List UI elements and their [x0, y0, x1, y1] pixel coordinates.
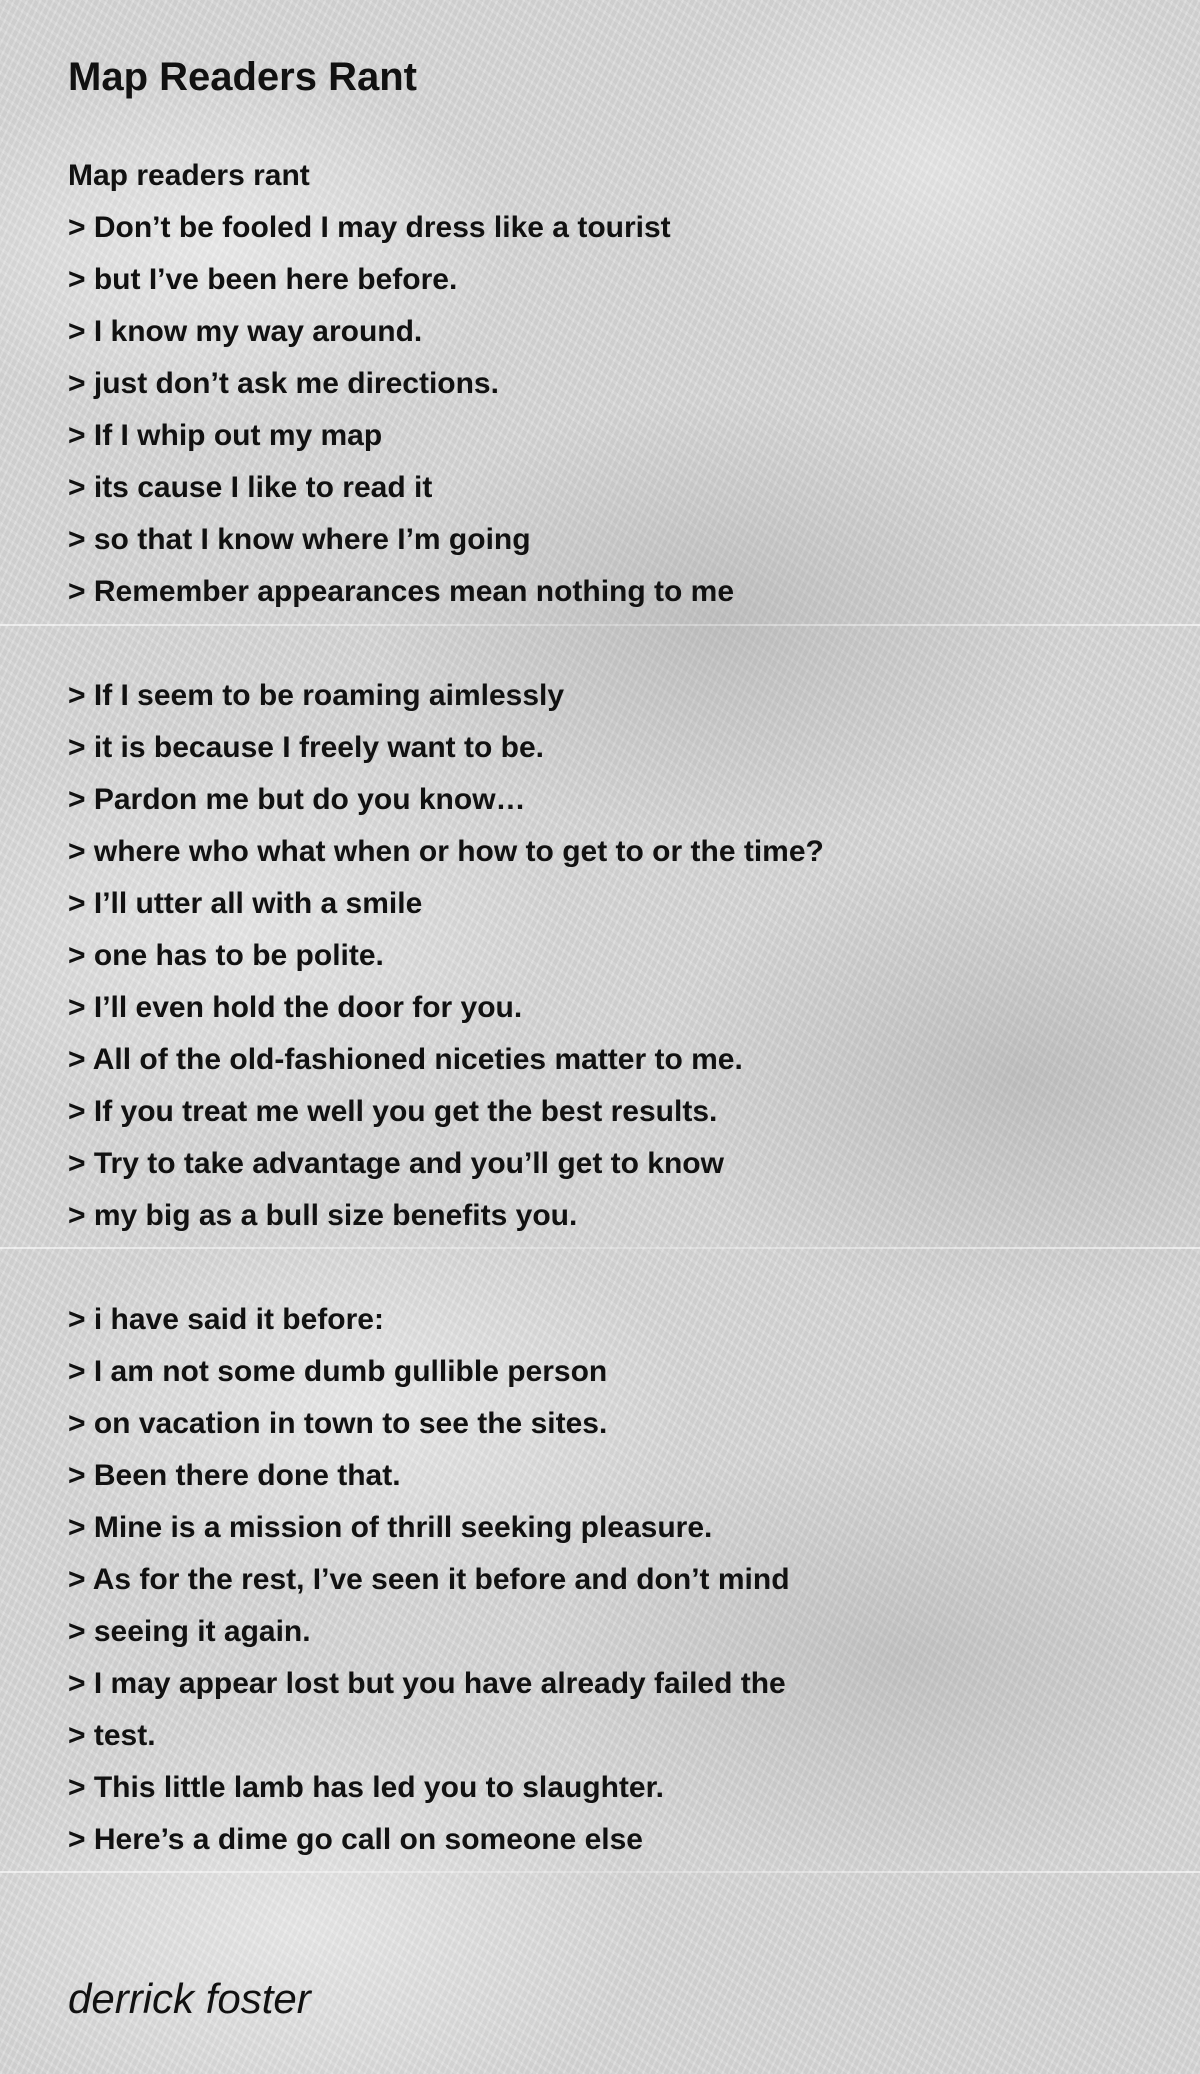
poem-line: > This little lamb has led you to slaughter. — [68, 1771, 664, 1804]
poem-line: > it is because I freely want to be. — [68, 731, 545, 764]
poem-line: > Here’s a dime go call on someone else — [68, 1823, 643, 1856]
poem-line: > Mine is a mission of thrill seeking pleasure. — [68, 1511, 713, 1544]
poem-line: > Don’t be fooled I may dress like a tourist — [68, 211, 671, 244]
poem-stanza — [68, 670, 1148, 1242]
poem-line: > Try to take advantage and you’ll get to know — [68, 1147, 724, 1180]
poem-line: > so that I know where I’m going — [68, 523, 531, 556]
poem-line: > i have said it before: — [68, 1303, 384, 1336]
poem-line: > If I seem to be roaming aimlessly — [68, 679, 565, 712]
poem-line: > its cause I like to read it — [68, 471, 433, 504]
poem-line: > my big as a bull size benefits you. — [68, 1199, 578, 1232]
poem-line: > I know my way around. — [68, 315, 423, 348]
poem-line: > Remember appearances mean nothing to me — [68, 575, 735, 608]
poem-line: > seeing it again. — [68, 1615, 311, 1648]
poem-line: > All of the old-fashioned niceties matter to me. — [68, 1043, 743, 1076]
poem-line: > If I whip out my map — [68, 419, 383, 452]
poem-body — [68, 150, 1148, 1918]
poem-line: > but I’ve been here before. — [68, 263, 458, 296]
poem-line: > where who what when or how to get to or the time? — [68, 835, 824, 868]
poem-line: > I’ll utter all with a smile — [68, 887, 423, 920]
poem-stanza — [68, 150, 1148, 618]
poem-line: Map readers rant — [68, 159, 310, 192]
poem-author: derrick foster — [68, 1975, 311, 2022]
poem-line: > just don’t ask me directions. — [68, 367, 499, 400]
poem-line: > one has to be polite. — [68, 939, 384, 972]
poem-line: > I am not some dumb gullible person — [68, 1355, 608, 1388]
poem-title: Map Readers Rant — [68, 55, 417, 99]
poem-line: > Pardon me but do you know… — [68, 783, 526, 816]
poem-line: > test. — [68, 1719, 156, 1752]
poem-line: > If you treat me well you get the best results. — [68, 1095, 718, 1128]
poem-line: > Been there done that. — [68, 1459, 401, 1492]
poem-line: > on vacation in town to see the sites. — [68, 1407, 608, 1440]
poem-line: > I may appear lost but you have already failed the — [68, 1667, 786, 1700]
poem-line: > As for the rest, I’ve seen it before and don’t mind — [68, 1563, 790, 1596]
poem-line: > I’ll even hold the door for you. — [68, 991, 523, 1024]
poem-stanza — [68, 1294, 1148, 1866]
